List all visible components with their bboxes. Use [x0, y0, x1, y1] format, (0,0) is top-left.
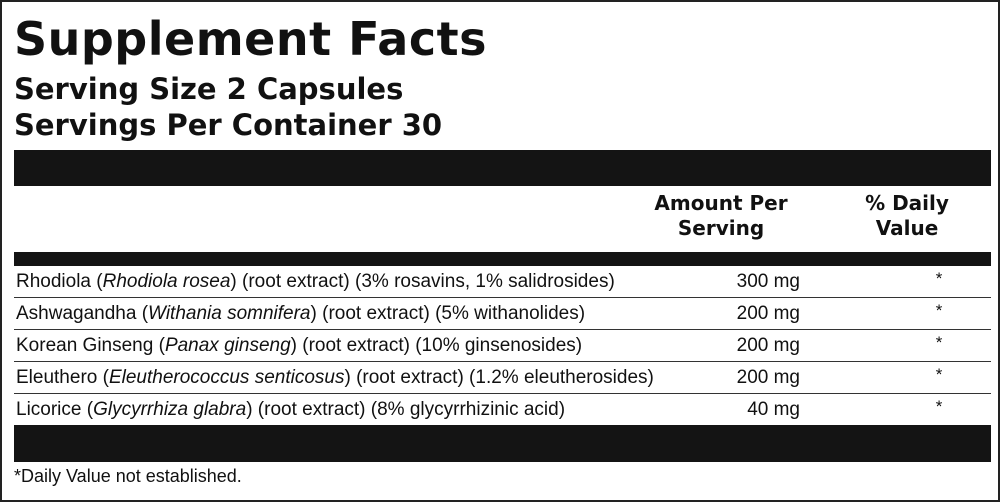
ingredient-row — [14, 330, 991, 362]
ingredient-name: Ashwagandha — [16, 303, 137, 324]
ingredient-name: Rhodiola — [16, 271, 91, 292]
ingredient-detail: (root extract) (5% withanolides) — [316, 303, 586, 324]
ingredient-row — [14, 362, 991, 394]
ingredient-latin-name: Rhodiola rosea — [102, 271, 231, 292]
ingredient-rows — [14, 266, 991, 425]
ingredient-detail: (root extract) (3% rosavins, 1% salidrosides) — [236, 271, 615, 292]
ingredient-name: Licorice — [16, 399, 82, 420]
ingredient-name: Eleuthero — [16, 367, 98, 388]
serving-size: Serving Size 2 Capsules — [14, 72, 404, 106]
ingredient-detail: (root extract) (1.2% eleutherosides) — [350, 367, 654, 388]
daily-value-header — [832, 191, 982, 241]
ingredient-amount: 40 mg — [747, 399, 800, 420]
dv-header-line2: Value — [875, 216, 939, 240]
ingredient-row — [14, 394, 991, 425]
ingredient-row — [14, 298, 991, 330]
ingredient-daily-value: * — [935, 333, 943, 352]
amount-header-line2: Serving — [677, 216, 765, 240]
ingredient-amount: 300 mg — [736, 271, 800, 292]
ingredient-latin-name: Glycyrrhiza glabra — [93, 399, 247, 420]
divider-bar-bottom — [14, 425, 991, 462]
ingredient-detail: (root extract) (10% ginsenosides) — [296, 335, 583, 356]
ingredient-row — [14, 266, 991, 298]
ingredient-latin-name: Panax ginseng — [164, 335, 291, 356]
ingredient-daily-value: * — [935, 269, 943, 288]
footnote: *Daily Value not established. — [14, 466, 242, 486]
amount-per-serving-header — [642, 191, 800, 241]
ingredient-amount: 200 mg — [736, 335, 800, 356]
ingredient-description: Licorice (Glycyrrhiza glabra) (root extract) (8% glycyrrhizinic acid) — [16, 399, 566, 420]
ingredient-name: Korean Ginseng — [16, 335, 154, 356]
divider-bar-top — [14, 150, 991, 186]
ingredient-daily-value: * — [935, 365, 943, 384]
dv-header-line1: % Daily — [865, 191, 949, 215]
ingredient-description: Ashwagandha (Withania somnifera) (root extract) (5% withanolides) — [16, 303, 586, 324]
amount-header-line1: Amount Per — [654, 191, 788, 215]
ingredient-description: Rhodiola (Rhodiola rosea) (root extract) (3% rosavins, 1% salidrosides) — [16, 271, 615, 292]
ingredient-daily-value: * — [935, 301, 943, 320]
panel-title: Supplement Facts — [14, 12, 487, 66]
divider-bar-middle — [14, 252, 991, 266]
servings-per-container: Servings Per Container 30 — [14, 108, 443, 142]
ingredient-description: Korean Ginseng (Panax ginseng) (root extract) (10% ginsenosides) — [16, 335, 583, 356]
ingredient-latin-name: Withania somnifera — [148, 303, 311, 324]
ingredient-description: Eleuthero (Eleutherococcus senticosus) (root extract) (1.2% eleutherosides) — [16, 367, 654, 388]
ingredient-amount: 200 mg — [736, 367, 800, 388]
ingredient-detail: (root extract) (8% glycyrrhizinic acid) — [252, 399, 566, 420]
ingredient-daily-value: * — [935, 397, 943, 416]
ingredient-latin-name: Eleutherococcus senticosus — [108, 367, 345, 388]
ingredient-amount: 200 mg — [736, 303, 800, 324]
